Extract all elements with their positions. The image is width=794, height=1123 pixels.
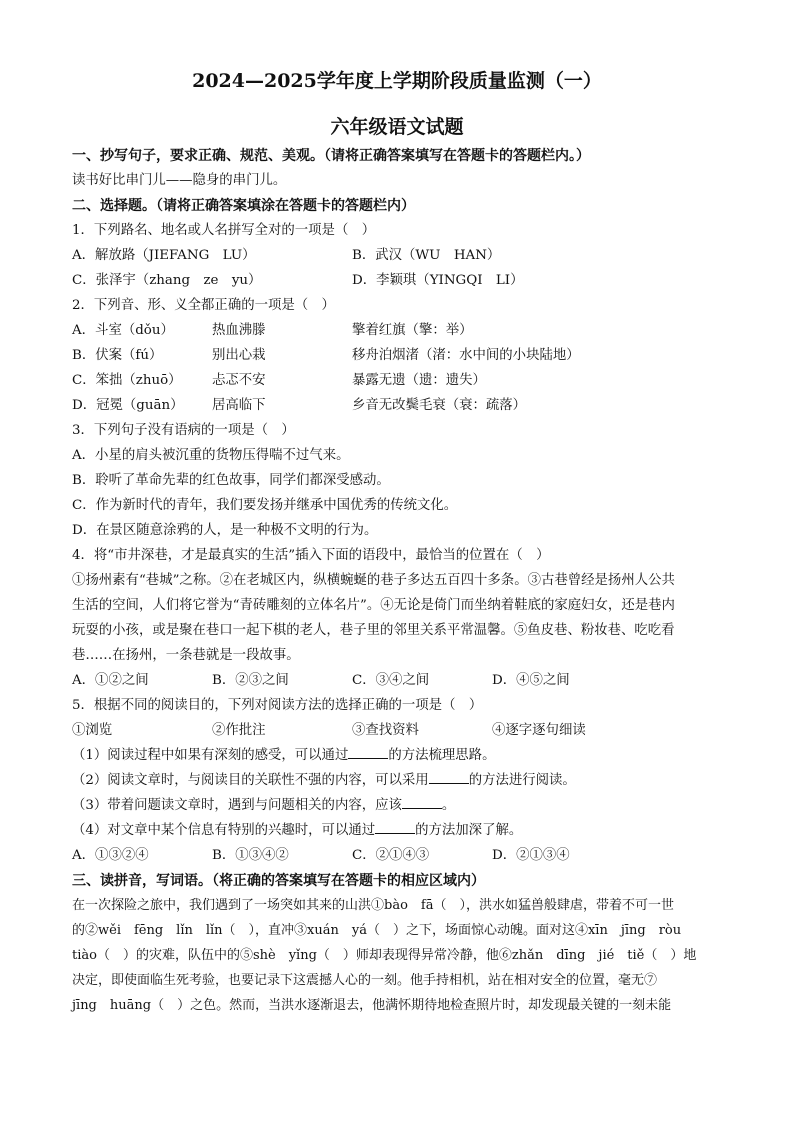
pinyin-passage-line: tiào（ ）的灾难，队伍中的⑤shè yǐng（ ）师却表现得异常冷静，他⑥zhǎn dīng jié tiě（ ）地	[72, 948, 697, 963]
q4-passage-line: 生活的空间，人们将它誉为“青砖雕刻的立体名片”。④无论是倚门而坐纳着鞋底的家庭妇女，还是巷内	[72, 598, 675, 613]
q5-item-text: （2）阅读文章时，与阅读目的关联性不强的内容，可以采用	[72, 773, 429, 788]
pinyin-passage-line: jīng huāng（ ）之色。然而，当洪水逐渐退去，他满怀期待地检查照片时，却发现最关键的一刻未能	[72, 998, 672, 1013]
q5-item-3	[72, 796, 455, 816]
q5-method: ④逐字逐句细读	[492, 723, 586, 738]
q2-a-col3: 擎着红旗（擎：举）	[352, 323, 473, 338]
q3-option-b: B．聆听了革命先辈的红色故事，同学们都深受感动。	[72, 473, 390, 488]
copy-sentence: 读书好比串门儿——隐身的串门儿。	[72, 173, 287, 188]
section1-heading: 一、抄写句子，要求正确、规范、美观。（请将正确答案填写在答题卡的答题栏内。）	[72, 148, 590, 164]
pinyin-passage-line: 的②wěi fēng lǐn lǐn（ ），直冲③xuán yá（ ）之下，场面惊心动魄。面对这④xīn jīng ròu	[72, 923, 682, 938]
q3-stem: 3．下列句子没有语病的一项是（ ）	[72, 423, 295, 438]
q5-item-text: 的方法梳理思路。	[388, 748, 496, 763]
answer-blank[interactable]	[375, 821, 415, 834]
q3-option-a: A．小星的肩头被沉重的货物压得喘不过气来。	[72, 448, 350, 463]
q4-option-b: B．②③之间	[212, 673, 289, 688]
q1-option-a: A．解放路（JIEFANG LU）	[72, 248, 256, 263]
q3-option-c: C．作为新时代的青年，我们要发扬并继承中国优秀的传统文化。	[72, 498, 458, 513]
pinyin-passage-line: 决定，即使面临生死考验，也要记录下这震撼人心的一刻。他手持相机，站在相对安全的位置，毫无⑦	[72, 973, 658, 988]
q2-d-col2: 居高临下	[212, 398, 266, 413]
q1-option-b: B．武汉（WU HAN）	[352, 248, 501, 263]
q5-option-b: B．①③④②	[212, 848, 289, 863]
q2-a-col1: A．斗室（dǒu）	[72, 323, 174, 338]
q5-item-1	[72, 746, 495, 766]
q5-item-2	[72, 771, 576, 791]
q2-b-col1: B．伏案（fú）	[72, 348, 163, 363]
q2-c-col2: 忐忑不安	[212, 373, 266, 388]
q3-option-d: D．在景区随意涂鸦的人，是一种极不文明的行为。	[72, 523, 378, 538]
answer-blank[interactable]	[348, 746, 388, 759]
q5-item-text: （1）阅读过程中如果有深刻的感受，可以通过	[72, 748, 349, 763]
q4-passage-line: ①扬州素有“巷城”之称。②在老城区内，纵横蜿蜒的巷子多达五百四十多条。③古巷曾经是扬州人公共	[72, 573, 675, 588]
q5-method: ①浏览	[72, 723, 113, 738]
q5-method: ③查找资料	[352, 723, 419, 738]
q4-option-d: D．④⑤之间	[492, 673, 570, 688]
q5-item-text: （3）带着问题读文章时，遇到与问题相关的内容，应该	[72, 798, 402, 813]
q2-b-col3: 移舟泊烟渚（渚：水中间的小块陆地）	[352, 348, 580, 363]
q1-stem: 1．下列路名、地名或人名拼写全对的一项是（ ）	[72, 223, 376, 238]
pinyin-passage-line: 在一次探险之旅中，我们遇到了一场突如其来的山洪①bào fā（ ），洪水如猛兽般肆虐，带着不可一世	[72, 898, 674, 913]
q4-option-a: A．①②之间	[72, 673, 149, 688]
q5-item-text: （4）对文章中某个信息有特别的兴趣时，可以通过	[72, 823, 376, 838]
q4-passage-line: 玩耍的小孩，或是聚在巷口一起下棋的老人，巷子里的邻里关系平常温馨。⑤鱼皮巷、粉妆巷、吃吃看	[72, 623, 675, 638]
q1-option-c: C．张泽宇（zhang ze yu）	[72, 273, 262, 288]
section3-heading: 三、读拼音，写词语。（将正确的答案填写在答题卡的相应区域内）	[72, 873, 485, 889]
exam-subtitle: 六年级语文试题	[330, 116, 464, 138]
q5-option-a: A．①③②④	[72, 848, 149, 863]
answer-blank[interactable]	[402, 796, 442, 809]
q2-d-col3: 乡音无改鬓毛衰（衰：疏落）	[352, 398, 527, 413]
q5-item-4	[72, 821, 522, 841]
q2-c-col3: 暴露无遗（遗：遗失）	[352, 373, 486, 388]
q5-item-text: 。	[441, 798, 456, 813]
q5-stem: 5．根据不同的阅读目的，下列对阅读方法的选择正确的一项是（ ）	[72, 698, 483, 713]
q5-option-d: D．②①③④	[492, 848, 570, 863]
exam-title: 2024—2025学年度上学期阶段质量监测（一）	[192, 70, 602, 92]
q5-method: ②作批注	[212, 723, 266, 738]
q2-stem: 2．下列音、形、义全都正确的一项是（ ）	[72, 298, 335, 313]
q2-c-col1: C．笨拙（zhuō）	[72, 373, 182, 388]
q5-item-text: 的方法进行阅读。	[468, 773, 576, 788]
q4-stem: 4．将“市井深巷，才是最真实的生活”插入下面的语段中，最恰当的位置在（ ）	[72, 548, 550, 563]
q4-passage-line: 巷……在扬州，一条巷就是一段故事。	[72, 648, 300, 663]
q1-option-d: D．李颖琪（YINGQI LI）	[352, 273, 524, 288]
q5-item-text: 的方法加深了解。	[415, 823, 523, 838]
q2-a-col2: 热血沸滕	[212, 323, 266, 338]
section2-heading: 二、选择题。（请将正确答案填涂在答题卡的答题栏内）	[72, 198, 415, 214]
q2-b-col2: 别出心栽	[212, 348, 266, 363]
answer-blank[interactable]	[429, 771, 469, 784]
q4-option-c: C．③④之间	[352, 673, 430, 688]
q2-d-col1: D．冠冕（guān）	[72, 398, 184, 413]
q5-option-c: C．②①④③	[352, 848, 430, 863]
